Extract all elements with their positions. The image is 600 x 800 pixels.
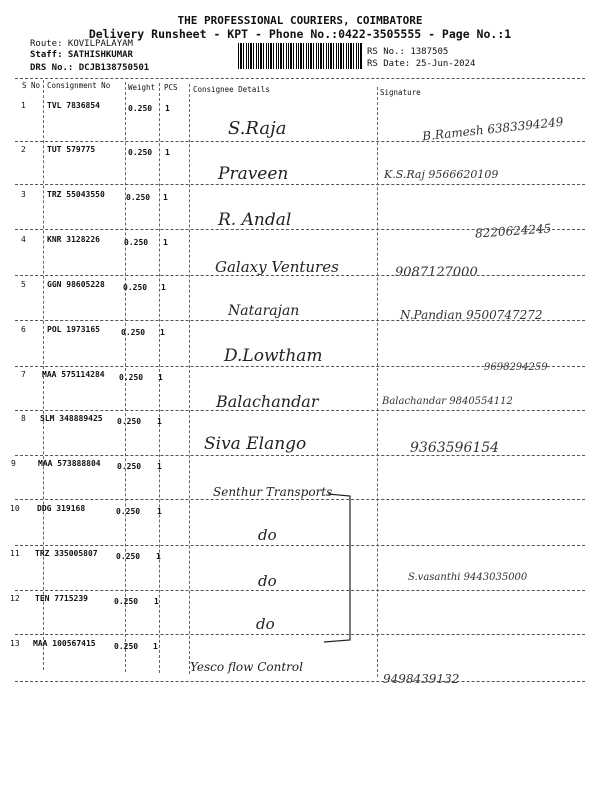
column-divider [189, 84, 190, 674]
signature-handwriting: Balachandar 9840554112 [382, 396, 513, 407]
row-divider [15, 410, 585, 411]
barcode-image [238, 43, 362, 69]
row-weight: 0.250 [121, 328, 146, 337]
row-weight: 0.250 [117, 462, 142, 471]
row-divider [15, 141, 585, 142]
row-divider [15, 455, 585, 456]
row-sno: 13 [10, 639, 20, 648]
row-consignment: MAA 100567415 [33, 639, 96, 648]
consignee-handwriting: Galaxy Ventures [215, 258, 339, 276]
row-sno: 5 [21, 280, 26, 289]
col-consignment: Consignment No [47, 81, 111, 90]
consignee-handwriting: D.Lowtham [224, 346, 323, 366]
row-consignment: POL 1973165 [47, 325, 100, 334]
consignee-handwriting: Praveen [218, 164, 289, 184]
signature-handwriting: 9498439132 [383, 672, 460, 686]
row-pcs: 1 [154, 597, 159, 606]
row-weight: 0.250 [116, 552, 141, 561]
rs-date: RS Date: 25-Jun-2024 [367, 59, 476, 69]
row-weight: 0.250 [114, 642, 139, 651]
row-sno: 8 [21, 414, 26, 423]
signature-handwriting: 9363596154 [410, 440, 500, 456]
row-consignment: MAA 575114284 [42, 370, 105, 379]
row-consignment: TVL 7836854 [47, 101, 100, 110]
row-sno: 2 [21, 145, 26, 154]
row-divider [15, 634, 585, 635]
row-weight: 0.250 [123, 283, 148, 292]
row-pcs: 1 [156, 552, 161, 561]
col-pcs: PCS [164, 83, 178, 92]
row-consignment: KNR 3128226 [47, 235, 100, 244]
consignee-handwriting: Yesco flow Control [190, 660, 303, 674]
row-divider [15, 590, 585, 591]
row-pcs: 1 [165, 148, 170, 157]
row-weight: 0.250 [128, 104, 153, 113]
row-divider [15, 275, 585, 276]
row-divider [15, 229, 585, 230]
signature-handwriting: S.vasanthi 9443035000 [408, 572, 528, 583]
consignee-handwriting: Balachandar [216, 392, 319, 411]
row-sno: 10 [10, 504, 20, 513]
row-consignment: MAA 573888804 [38, 459, 101, 468]
row-divider [15, 320, 585, 321]
row-divider [15, 681, 585, 682]
runsheet-subtitle: Delivery Runsheet - KPT - Phone No.:0422-3505555 - Page No.:1 [88, 27, 512, 41]
row-consignment: TEN 7715239 [35, 594, 88, 603]
row-consignment: TUT 579775 [47, 145, 96, 154]
row-sno: 6 [21, 325, 26, 334]
consignee-handwriting: Senthur Transports [213, 485, 333, 499]
consignee-handwriting: Siva Elango [204, 434, 307, 454]
signature-handwriting: K.S.Raj 9566620109 [384, 168, 499, 181]
route-label: Route: KOVILPALAYAM [30, 39, 133, 49]
consignee-handwriting: do [258, 572, 277, 590]
staff-label: Staff: SATHISHKUMAR [30, 50, 133, 60]
row-sno: 9 [11, 459, 16, 468]
row-pcs: 1 [160, 328, 165, 337]
row-sno: 1 [21, 101, 26, 110]
signature-handwriting: 9087127000 [395, 265, 478, 280]
row-divider [15, 499, 585, 500]
row-weight: 0.250 [117, 417, 142, 426]
row-sno: 11 [10, 549, 20, 558]
row-consignment: TRZ 55043550 [47, 190, 105, 199]
consignee-handwriting: do [258, 526, 277, 544]
row-consignment: SLM 348889425 [40, 414, 103, 423]
company-title: THE PROFESSIONAL COURIERS, COIMBATORE [177, 14, 423, 27]
col-consignee: Consignee Details [193, 85, 270, 94]
row-weight: 0.250 [128, 148, 153, 157]
row-weight: 0.250 [124, 238, 149, 247]
col-weight: Weight [128, 83, 156, 92]
row-divider [15, 366, 585, 367]
rs-number: RS No.: 1387505 [367, 47, 449, 57]
signature-handwriting: 8220624245 [474, 221, 552, 241]
consignee-handwriting: S.Raja [228, 118, 287, 139]
signature-handwriting: 9698294259 [484, 362, 548, 373]
row-consignment: DDG 319168 [37, 504, 86, 513]
row-consignment: TRZ 335005807 [35, 549, 98, 558]
row-pcs: 1 [163, 238, 168, 247]
row-weight: 0.250 [126, 193, 151, 202]
row-divider [15, 545, 585, 546]
row-sno: 12 [10, 594, 20, 603]
drs-number: DRS No.: DCJB138750501 [30, 63, 150, 73]
signature-handwriting: N.Pandian 9500747272 [400, 308, 543, 322]
consignee-handwriting: do [256, 615, 275, 633]
row-weight: 0.250 [116, 507, 141, 516]
row-sno: 4 [21, 235, 26, 244]
row-divider [15, 184, 585, 185]
row-sno: 3 [21, 190, 26, 199]
row-sno: 7 [21, 370, 26, 379]
row-weight: 0.250 [114, 597, 139, 606]
col-sno: S No [22, 81, 41, 90]
signature-handwriting: B.Ramesh 6383394249 [421, 114, 564, 144]
header-rule [15, 78, 585, 79]
row-pcs: 1 [161, 283, 166, 292]
row-pcs: 1 [157, 462, 162, 471]
row-pcs: 1 [157, 507, 162, 516]
consignee-handwriting: Natarajan [228, 303, 300, 319]
row-consignment: GGN 98605228 [47, 280, 105, 289]
row-pcs: 1 [153, 642, 158, 651]
row-pcs: 1 [163, 193, 168, 202]
column-divider [377, 87, 378, 677]
row-pcs: 1 [165, 104, 170, 113]
row-weight: 0.250 [119, 373, 144, 382]
consignee-handwriting: R. Andal [218, 210, 292, 230]
row-pcs: 1 [158, 373, 163, 382]
col-signature: Signature [380, 88, 421, 97]
row-pcs: 1 [157, 417, 162, 426]
ditto-bracket [320, 490, 370, 650]
